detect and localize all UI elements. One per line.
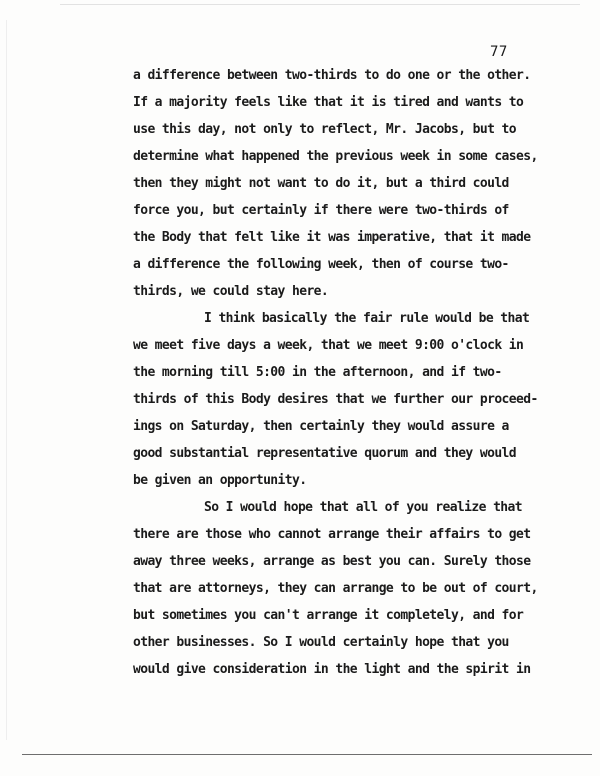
text-line: So I would hope that all of you realize that <box>204 500 522 515</box>
text-line: thirds, we could stay here. <box>133 284 329 299</box>
text-line: I think basically the fair rule would be that <box>204 311 530 326</box>
text-line: determine what happened the previous week in some cases, <box>133 149 538 164</box>
text-line: would give consideration in the light and the spirit in <box>133 662 531 677</box>
text-line: but sometimes you can't arrange it completely, and for <box>133 608 524 623</box>
text-line: If a majority feels like that it is tired and wants to <box>133 95 524 110</box>
text-line: other businesses. So I would certainly hope that you <box>133 635 509 650</box>
bottom-rule <box>22 754 592 755</box>
text-line: that are attorneys, they can arrange to be out of court, <box>133 581 538 596</box>
text-line: we meet five days a week, that we meet 9:00 o'clock in <box>133 338 524 353</box>
text-line: be given an opportunity. <box>133 473 307 488</box>
page-number: 77 <box>490 44 508 60</box>
text-line: a difference the following week, then of course two- <box>133 257 509 272</box>
text-line: force you, but certainly if there were two-thirds of <box>133 203 509 218</box>
text-line: ings on Saturday, then certainly they would assure a <box>133 419 509 434</box>
text-line: then they might not want to do it, but a third could <box>133 176 509 191</box>
text-line: away three weeks, arrange as best you can. Surely those <box>133 554 531 569</box>
text-line: a difference between two-thirds to do one or the other. <box>133 68 531 83</box>
text-line: there are those who cannot arrange their affairs to get <box>133 527 531 542</box>
text-line: the morning till 5:00 in the afternoon, and if two- <box>133 365 502 380</box>
text-line: good substantial representative quorum and they would <box>133 446 517 461</box>
text-line: use this day, not only to reflect, Mr. Jacobs, but to <box>133 122 517 137</box>
text-line: thirds of this Body desires that we further our proceed- <box>133 392 538 407</box>
text-line: the Body that felt like it was imperative, that it made <box>133 230 531 245</box>
